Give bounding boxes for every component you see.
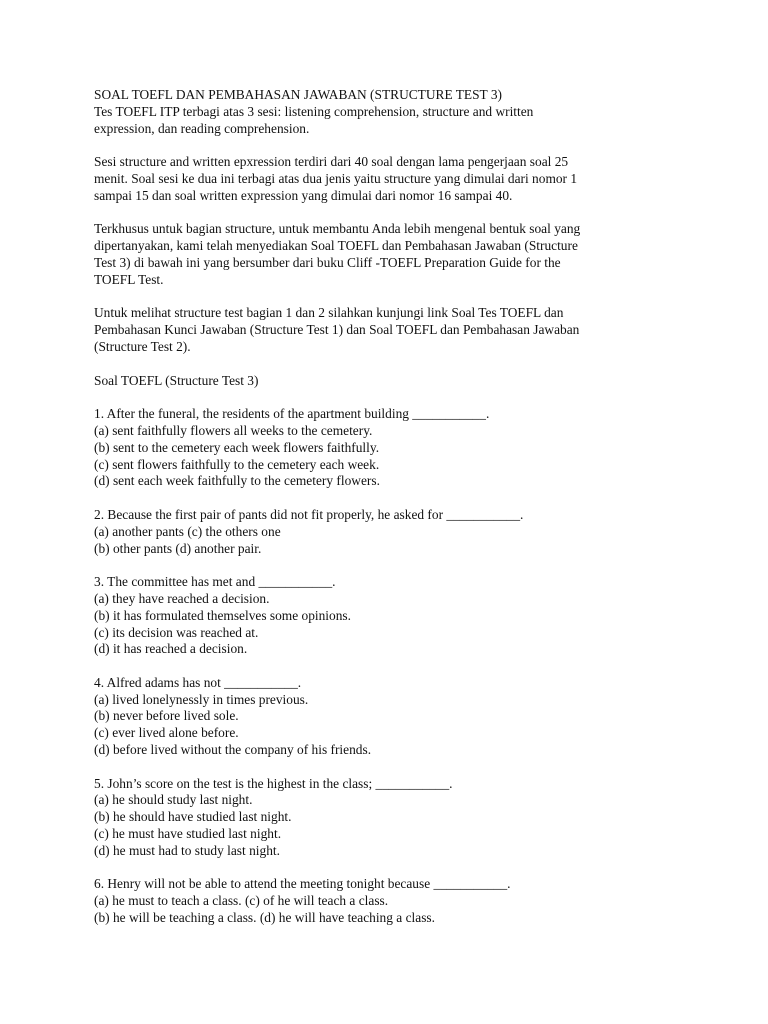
question-1: [94, 406, 674, 490]
document-title: SOAL TOEFL DAN PEMBAHASAN JAWABAN (STRUCTURE TEST 3): [94, 87, 502, 102]
answer-option: (c) he must have studied last night.: [94, 826, 282, 842]
answer-option: (b) he will be teaching a class. (d) he will have teaching a class.: [94, 910, 435, 926]
paragraph-line: Sesi structure and written epxression terdiri dari 40 soal dengan lama pengerjaan soal 25: [94, 154, 569, 170]
answer-option: (d) before lived without the company of his friends.: [94, 742, 372, 758]
answer-option: (b) never before lived sole.: [94, 708, 239, 724]
answer-option: (c) ever lived alone before.: [94, 725, 239, 741]
section-heading-block: [94, 373, 674, 390]
question-stem: 3. The committee has met and ___________.: [94, 574, 336, 590]
answer-option: (b) it has formulated themselves some opinions.: [94, 607, 351, 623]
answer-option: (a) sent faithfully flowers all weeks to the cemetery.: [94, 422, 373, 438]
question-stem: 1. After the funeral, the residents of the apartment building ___________.: [94, 406, 490, 422]
answer-option: (a) another pants (c) the others one: [94, 523, 281, 539]
question-6: [94, 876, 674, 926]
paragraph-line: TOEFL Test.: [94, 271, 164, 287]
answer-option: (a) they have reached a decision.: [94, 590, 270, 606]
answer-option: (b) sent to the cemetery each week flowers faithfully.: [94, 439, 380, 455]
question-stem: 2. Because the first pair of pants did not fit properly, he asked for ___________.: [94, 506, 524, 522]
answer-option: (a) he should study last night.: [94, 792, 253, 808]
question-stem: 5. John’s score on the test is the highest in the class; ___________.: [94, 775, 453, 791]
question-4: [94, 675, 674, 759]
structure-description-paragraph: [94, 154, 674, 204]
document-page: [94, 87, 674, 944]
question-stem: 4. Alfred adams has not ___________.: [94, 674, 302, 690]
paragraph-line: Pembahasan Kunci Jawaban (Structure Test 1) dan Soal TOEFL dan Pembahasan Jawaban: [94, 322, 580, 338]
answer-option: (d) it has reached a decision.: [94, 641, 248, 657]
question-3: [94, 574, 674, 658]
answer-option: (d) he must had to study last night.: [94, 842, 280, 858]
intro-line: Tes TOEFL ITP terbagi atas 3 sesi: listening comprehension, structure and written: [94, 103, 534, 119]
source-paragraph: [94, 221, 674, 288]
paragraph-line: Terkhusus untuk bagian structure, untuk membantu Anda lebih mengenal bentuk soal yang: [94, 221, 581, 237]
intro-paragraph: [94, 87, 674, 137]
paragraph-line: (Structure Test 2).: [94, 338, 191, 354]
paragraph-line: menit. Soal sesi ke dua ini terbagi atas dua jenis yaitu structure yang dimulai dari nomor 1: [94, 170, 578, 186]
answer-option: (b) other pants (d) another pair.: [94, 540, 262, 556]
links-paragraph: [94, 305, 674, 355]
answer-option: (c) sent flowers faithfully to the cemetery each week.: [94, 456, 380, 472]
answer-option: (b) he should have studied last night.: [94, 809, 292, 825]
answer-option: (d) sent each week faithfully to the cemetery flowers.: [94, 473, 380, 489]
paragraph-line: sampai 15 dan soal written expression yang dimulai dari nomor 16 sampai 40.: [94, 187, 513, 203]
question-2: [94, 507, 674, 557]
section-heading: Soal TOEFL (Structure Test 3): [94, 372, 259, 388]
paragraph-line: dipertanyakan, kami telah menyediakan Soal TOEFL dan Pembahasan Jawaban (Structure: [94, 238, 578, 254]
intro-line: expression, dan reading comprehension.: [94, 120, 310, 136]
paragraph-line: Untuk melihat structure test bagian 1 dan 2 silahkan kunjungi link Soal Tes TOEFL dan: [94, 305, 564, 321]
answer-option: (c) its decision was reached at.: [94, 624, 259, 640]
question-5: [94, 776, 674, 860]
question-stem: 6. Henry will not be able to attend the meeting tonight because ___________.: [94, 876, 511, 892]
paragraph-line: Test 3) di bawah ini yang bersumber dari buku Cliff -TOEFL Preparation Guide for the: [94, 254, 561, 270]
answer-option: (a) lived lonelynessly in times previous.: [94, 691, 309, 707]
answer-option: (a) he must to teach a class. (c) of he will teach a class.: [94, 893, 389, 909]
